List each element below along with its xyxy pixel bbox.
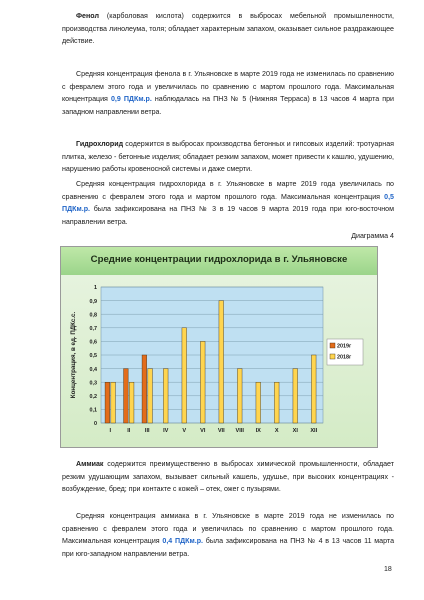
x-tick-label: I <box>109 428 112 434</box>
bar-2019-III <box>142 355 147 423</box>
y-tick-label: 0,2 <box>89 394 97 400</box>
term-ammonia: Аммиак <box>76 460 104 468</box>
bar-2018-X <box>274 382 279 423</box>
phenol-max-value: 0,9 ПДКм.р. <box>110 95 152 104</box>
chart-plot-area <box>61 275 377 447</box>
x-tick-label: VI <box>200 428 206 434</box>
x-tick-label: V <box>182 428 187 434</box>
bar-2018-IV <box>163 369 168 423</box>
chart-title-bar <box>61 247 377 275</box>
y-tick-label: 1 <box>94 285 97 292</box>
y-tick-label: 0 <box>94 421 97 428</box>
legend-swatch <box>330 343 335 348</box>
y-axis-label: Концентрация, в ед. ПДКс.с. <box>70 311 77 399</box>
x-tick-label: VIII <box>235 428 244 434</box>
y-tick-label: 0,6 <box>89 339 97 346</box>
x-tick-label: X <box>274 428 279 434</box>
bar-2018-III <box>148 369 153 423</box>
phenol-conc-text-b: наблюдалась на ПНЗ № 5 (Нижняя Терраса) в 13 часов 4 марта при западном направлении ветра. <box>62 95 394 116</box>
ammonia-conc-text-b: была зафиксирована на ПНЗ № 4 в 13 часов 11 марта при юго-западном направлении ветра. <box>62 537 395 558</box>
hcl-conc-text-a: Средняя концентрация гидрохлорида в г. Ульяновске в марте 2019 года увеличилась по сравнению с февралем этого года и мартом прошлого года. Максимальная концентрация <box>62 180 394 201</box>
x-tick-label: III <box>144 428 150 434</box>
chart-svg <box>61 275 377 447</box>
paragraph-ammonia-desc <box>62 458 394 496</box>
bar-2018-VIII <box>237 369 242 423</box>
y-tick-label: 0,5 <box>89 353 97 360</box>
legend-label: 2018г <box>337 354 352 361</box>
bar-2019-II <box>124 369 129 423</box>
bar-2018-I <box>111 382 116 423</box>
ammonia-desc-text: содержится преимущественно в выбросах химической промышленности, обладает резким удушающим запахом, вызывает сильный кашель, удушье, при высоких концентрациях - возбуждение, бред; при контакте с кожей – отек, ожег с пузырями. <box>62 460 394 494</box>
hcl-chart <box>60 246 378 448</box>
ammonia-conc-text-a: Средняя концентрация аммиака в г. Ульяновске в марте 2019 года не изменилась по сравнению с февралем этого года и увеличилась по сравнению с мартом прошлого года. Максимальная концентрация <box>62 512 394 546</box>
y-tick-label: 0,7 <box>89 326 97 332</box>
ammonia-max-value: 0,4 ПДКм.р. <box>162 537 204 546</box>
x-tick-label: II <box>127 428 131 434</box>
legend-label: 2019г <box>337 343 352 350</box>
x-tick-label: XI <box>292 428 298 434</box>
y-tick-label: 0,8 <box>89 312 97 319</box>
y-tick-label: 0,1 <box>89 407 97 414</box>
paragraph-ammonia-conc <box>62 510 394 560</box>
term-hcl: Гидрохлорид <box>76 140 124 148</box>
legend-swatch <box>330 354 335 359</box>
hcl-conc-text-b: была зафиксирована на ПНЗ № 3 в 19 часов 9 марта 2019 года при юго-восточном направлении ветра. <box>62 205 394 226</box>
paragraph-phenol-conc <box>62 68 394 118</box>
y-tick-label: 0,3 <box>89 380 97 387</box>
paragraph-hcl-conc <box>62 178 394 228</box>
bar-2018-II <box>129 382 134 423</box>
bar-2018-XII <box>311 355 316 423</box>
y-tick-label: 0,4 <box>89 366 97 373</box>
bar-2018-VI <box>200 341 205 423</box>
diagram-caption: Диаграмма 4 <box>351 232 394 240</box>
bar-2018-XI <box>293 369 298 423</box>
paragraph-hcl-desc <box>62 138 394 176</box>
bar-2018-V <box>182 328 187 423</box>
x-tick-label: VII <box>217 428 225 434</box>
phenol-desc-text: (карболовая кислота) содержится в выбросах мебельной промышленности, производства линолеума, толя; обладает характерным запахом, оказывает сильное раздражающее действие. <box>62 12 394 46</box>
chart-title: Средние концентрации гидрохлорида в г. Ульяновске <box>90 254 348 265</box>
bar-2019-I <box>105 382 110 423</box>
page-number: 18 <box>384 566 392 573</box>
x-tick-label: XII <box>310 428 318 434</box>
y-tick-label: 0,9 <box>89 298 97 305</box>
hcl-desc-text: содержится в выбросах производства бетонных и гипсовых изделий: тротуарная плитка, железо - бетонные изделия; обладает резким запахом, может привести к кашлю, удушению, нарушению работы кровеносной системы и даже смерти. <box>62 140 394 174</box>
term-phenol: Фенол <box>76 12 99 20</box>
x-tick-label: IV <box>163 428 169 434</box>
phenol-conc-text-a: Средняя концентрация фенола в г. Ульяновске в марте 2019 года не изменилась по сравнению с февралем этого года и увеличилась по сравнению с мартом прошлого года. Максимальная концентрация <box>62 70 394 104</box>
x-tick-label: IX <box>255 428 261 434</box>
paragraph-phenol-desc <box>62 10 394 48</box>
bar-2018-IX <box>256 382 261 423</box>
hcl-max-value: 0,5 ПДКм.р. <box>62 192 394 214</box>
bar-2018-VII <box>219 301 224 423</box>
